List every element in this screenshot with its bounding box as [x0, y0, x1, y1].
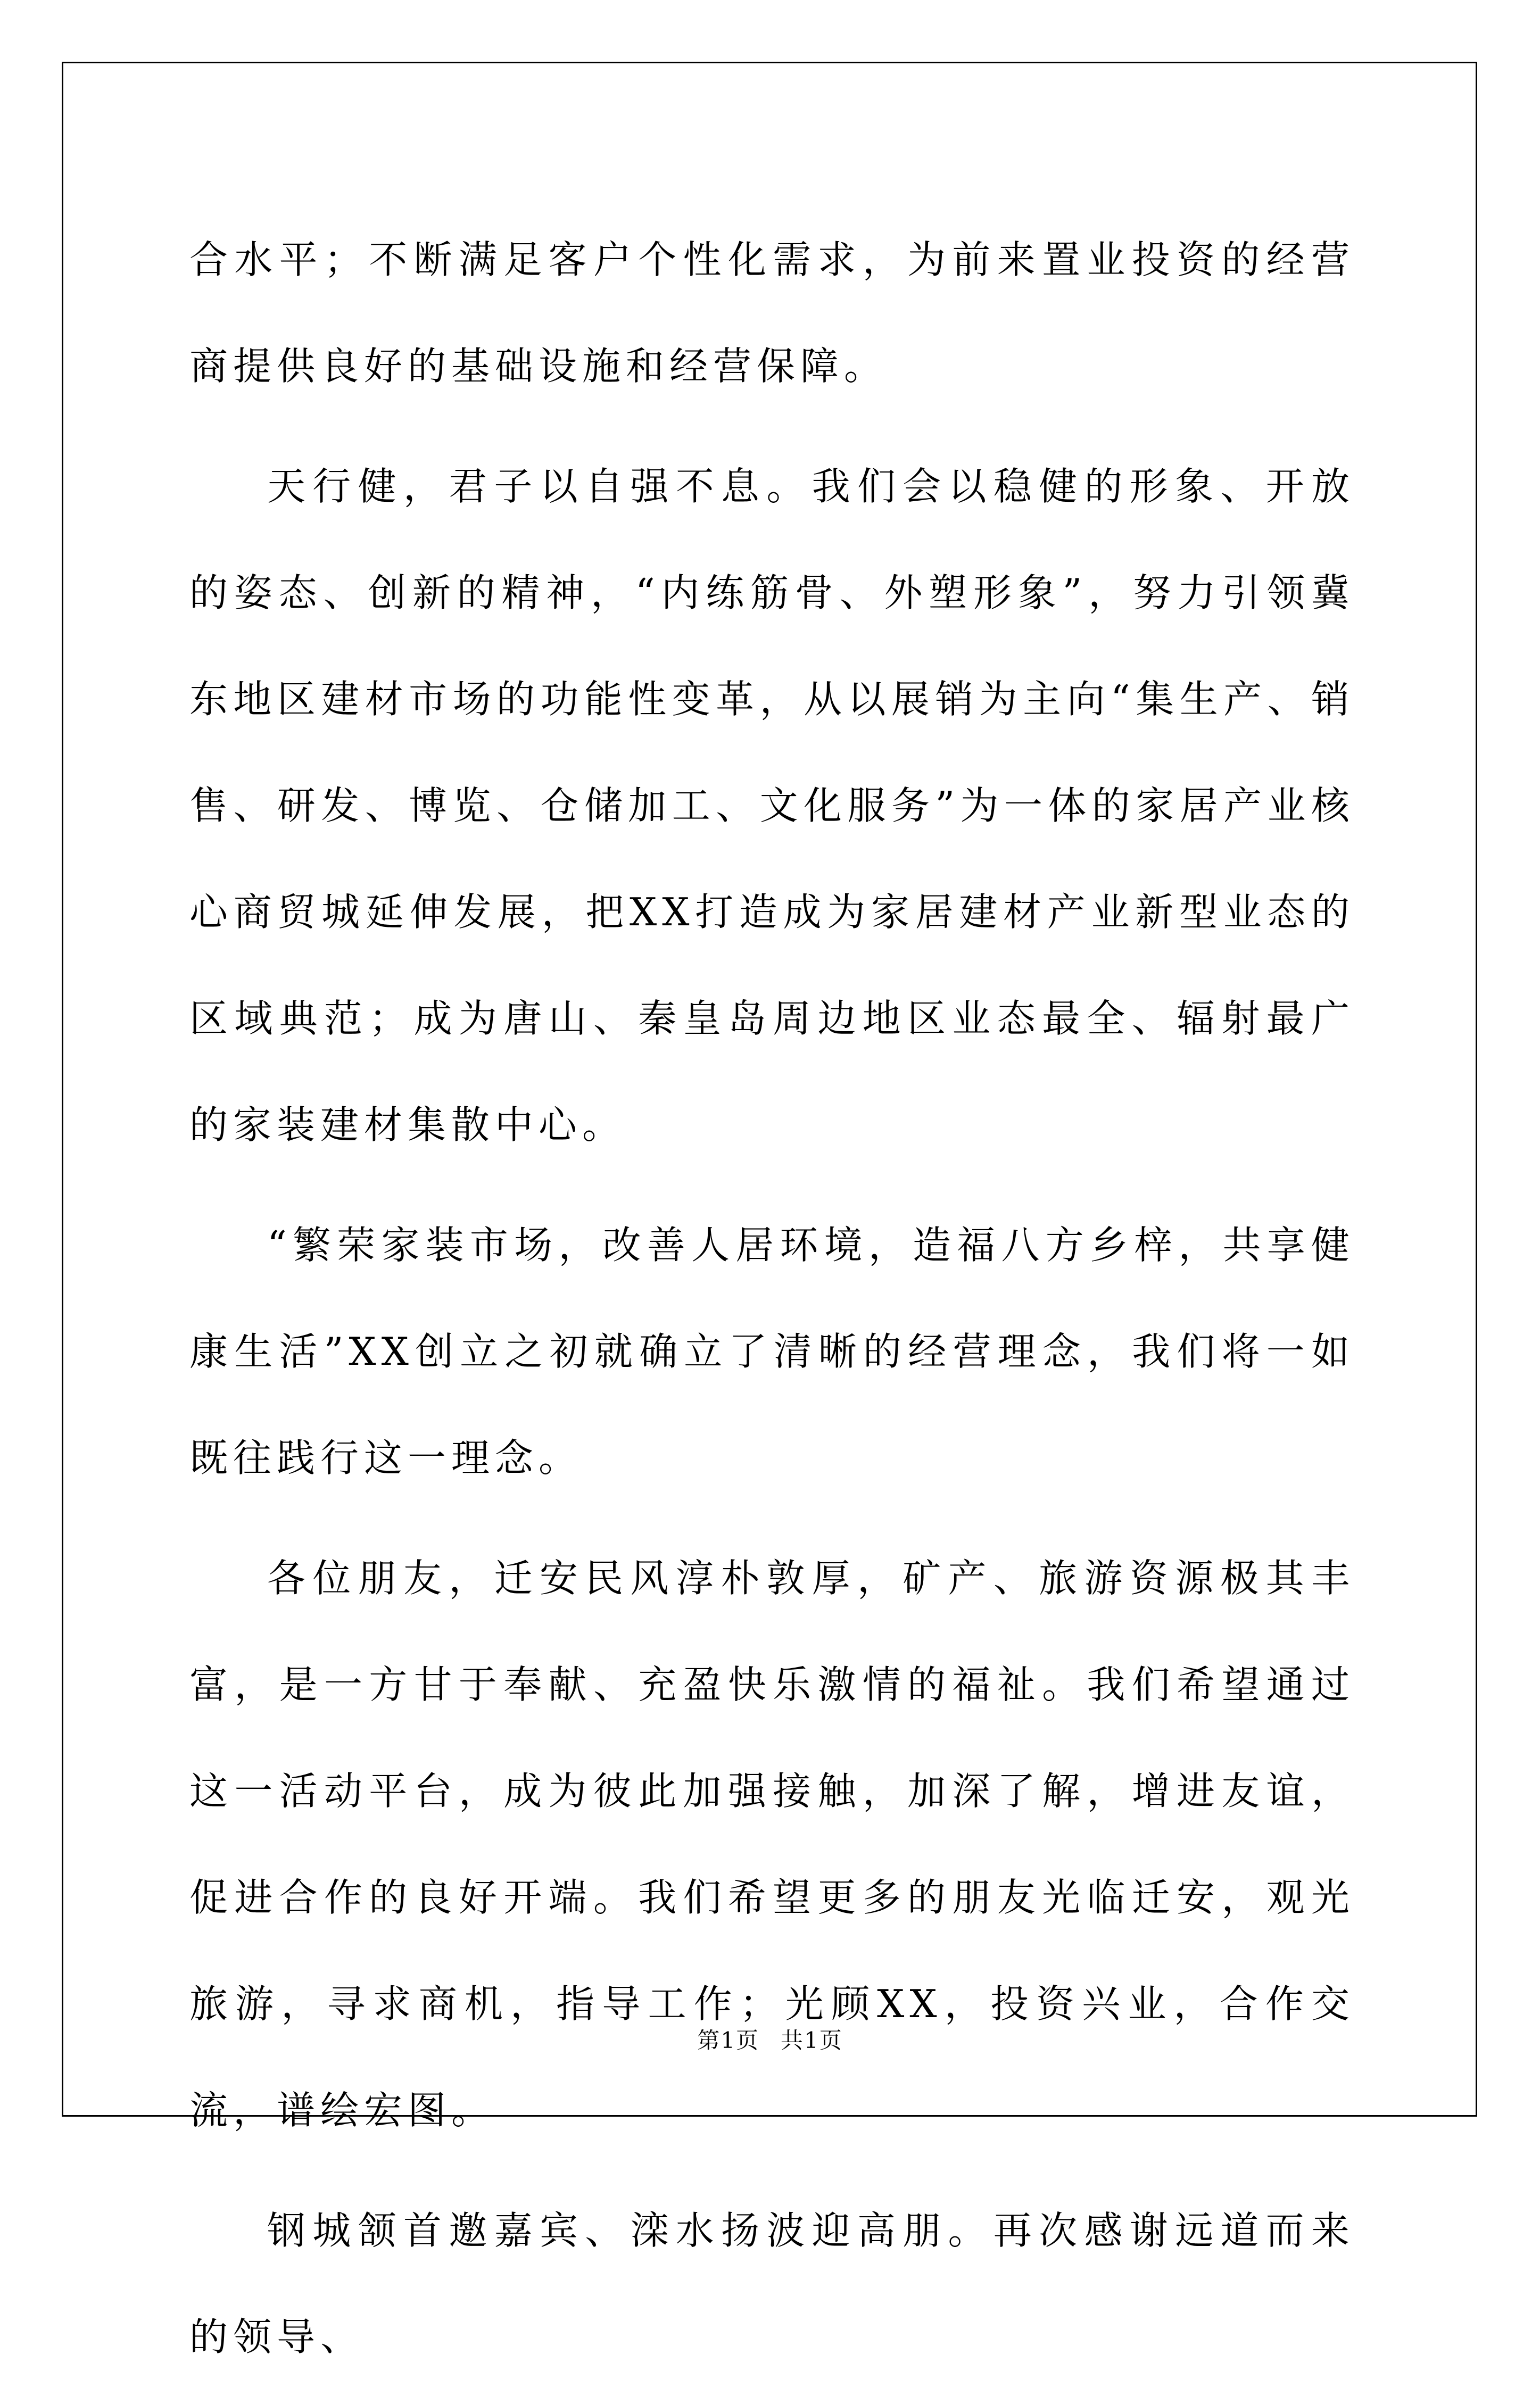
paragraph: 天行健，君子以自强不息。我们会以稳健的形象、开放的姿态、创新的精神，“内练筋骨、外塑形象”，努力引领冀东地区建材市场的功能性变革，从以展销为主向“集生产、销售、研发、博览、仓储加工、文化服务”为一体的家居产业核心商贸城延伸发展，把XX打造成为家居建材产业新型业态的区域典范；成为唐山、秦皇岛周边地区业态最全、辐射最广的家装建材集散中心。 — [189, 464, 1355, 1147]
paragraph: “繁荣家装市场，改善人居环境，造福八方乡梓，共享健康生活”XX创立之初就确立了清晰的经营理念，我们将一如既往践行这一理念。 — [189, 1223, 1355, 1480]
paragraph: 各位朋友，迁安民风淳朴敦厚，矿产、旅游资源极其丰富，是一方甘于奉献、充盈快乐激情的福祉。我们希望通过这一活动平台，成为彼此加强接触，加深了解，增进友谊，促进合作的良好开端。我们希望更多的朋友光临迁安，观光旅游，寻求商机，指导工作；光顾XX，投资兴业，合作交流，谱绘宏图。 — [189, 1556, 1355, 2133]
document-body — [189, 206, 1355, 2404]
page-total: 共1页 — [781, 2027, 843, 2053]
paragraph: 钢城颔首邀嘉宾、滦水扬波迎高朋。再次感谢远道而来的领导、 — [189, 2208, 1355, 2359]
page-footer — [0, 2025, 1540, 2057]
page-number: 第1页 — [697, 2027, 759, 2053]
paragraph: 合水平；不断满足客户个性化需求，为前来置业投资的经营商提供良好的基础设施和经营保障。 — [189, 237, 1355, 388]
